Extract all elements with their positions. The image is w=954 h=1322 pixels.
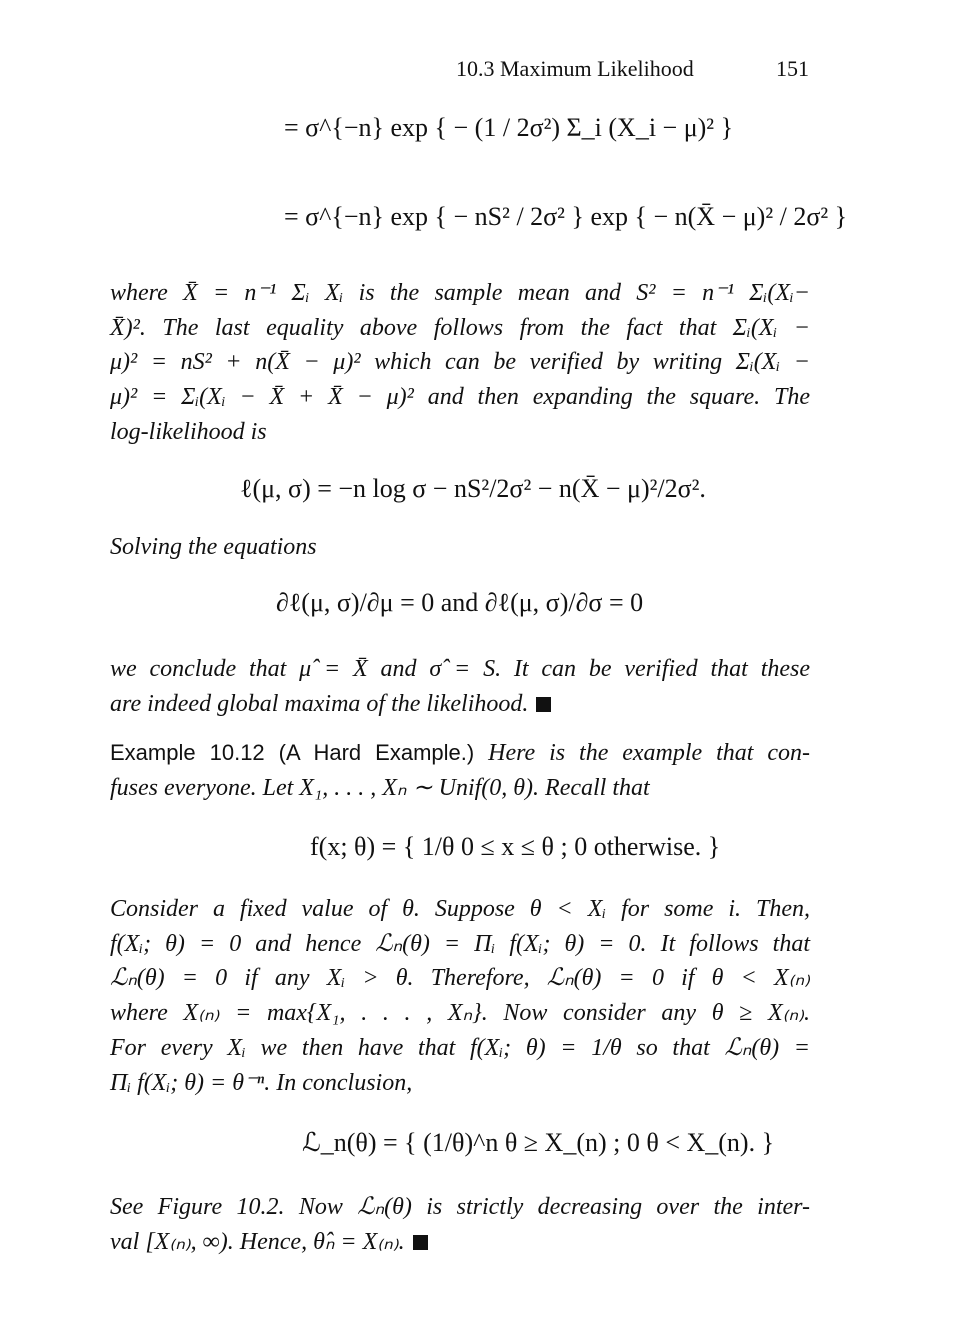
equation-log-likelihood: [240, 474, 706, 504]
equation-text: = σ^{−n} exp { − (1 / 2σ²) Σ_i (X_i − μ)² }: [284, 113, 734, 142]
text-line: log-likelihood is: [110, 418, 267, 445]
text-line: [110, 687, 810, 722]
text-line: Solving the equations: [110, 534, 317, 560]
text-line: fuses everyone. Let X₁, . . . , Xₙ ∼ Unif(0, θ). Recall that: [110, 774, 650, 801]
equation-text: f(x; θ) = { 1/θ 0 ≤ x ≤ θ ; 0 otherwise. }: [310, 832, 721, 861]
equation-text: = σ^{−n} exp { − nS² / 2σ² } exp { − n(X̄ − μ)² / 2σ² }: [284, 202, 848, 231]
equation-score: [276, 588, 643, 618]
text-line: where X₍ₙ₎ = max{X₁, . . . , Xₙ}. Now consider any θ ≥ X₍ₙ₎.: [110, 1000, 810, 1027]
equation-text: ∂ℓ(μ, σ)/∂μ = 0 and ∂ℓ(μ, σ)/∂σ = 0: [276, 588, 644, 617]
paragraph-fixed-theta: [110, 892, 810, 1100]
text-line-content: Here is the example that con-: [488, 740, 810, 766]
paragraph-sample-mean: [110, 276, 810, 450]
text-line: f(Xᵢ; θ) = 0 and hence ℒₙ(θ) = Πᵢ f(Xᵢ; θ) = 0. It follows that: [110, 930, 810, 957]
qed-square-icon: [536, 697, 551, 712]
text-line-content: val [X₍ₙ₎, ∞). Hence, θ̂ₙ = X₍ₙ₎.: [110, 1228, 405, 1255]
text-line: [110, 736, 810, 771]
text-line: For every Xᵢ we then have that f(Xᵢ; θ) = 1/θ so that ℒₙ(θ) =: [110, 1034, 810, 1061]
text-line: Πᵢ f(Xᵢ; θ) = θ⁻ⁿ. In conclusion,: [110, 1069, 413, 1096]
section-title: 10.3 Maximum Likelihood: [456, 56, 694, 81]
equation-text: ℒ_n(θ) = { (1/θ)^n θ ≥ X_(n) ; 0 θ < X_(n). }: [302, 1128, 775, 1157]
equation-likelihood-piecewise: [302, 1128, 774, 1158]
text-line: ℒₙ(θ) = 0 if any Xᵢ > θ. Therefore, ℒₙ(θ) = 0 if θ < X₍ₙ₎: [110, 965, 810, 992]
page-number: 151: [776, 56, 809, 81]
text-line: μ)² = nS² + n(X̄ − μ)² which can be verified by writing Σᵢ(Xᵢ −: [110, 349, 810, 376]
running-header: [456, 56, 809, 82]
text-line: we conclude that μ̂ = X̄ and σ̂ = S. It can be verified that these: [110, 656, 810, 682]
text-line: μ)² = Σᵢ(Xᵢ − X̄ + X̄ − μ)² and then expanding the square. The: [110, 384, 810, 411]
example-10-12: [110, 736, 810, 805]
paragraph-solving: [110, 530, 810, 565]
qed-square-icon: [413, 1235, 428, 1250]
paragraph-figure-ref: [110, 1190, 810, 1259]
text-line: Consider a fixed value of θ. Suppose θ < Xᵢ for some i. Then,: [110, 896, 810, 922]
text-line: See Figure 10.2. Now ℒₙ(θ) is strictly decreasing over the inter-: [110, 1194, 810, 1220]
text-line: where X̄ = n⁻¹ Σᵢ Xᵢ is the sample mean and S² = n⁻¹ Σᵢ(Xᵢ−: [110, 280, 810, 306]
paragraph-conclusion-mle: [110, 652, 810, 721]
text-line: [110, 1225, 810, 1260]
text-line: X̄)². The last equality above follows from the fact that Σᵢ(Xᵢ −: [110, 314, 810, 341]
equation-likelihood-line2: [284, 202, 847, 232]
equation-text: ℓ(μ, σ) = −n log σ − nS²/2σ² − n(X̄ − μ)²/2σ².: [240, 474, 706, 503]
equation-likelihood-line1: [284, 113, 733, 143]
text-line-content: are indeed global maxima of the likelihood.: [110, 690, 529, 717]
equation-uniform-density: [310, 832, 720, 862]
example-label: Example 10.12 (A Hard Example.): [110, 740, 475, 765]
